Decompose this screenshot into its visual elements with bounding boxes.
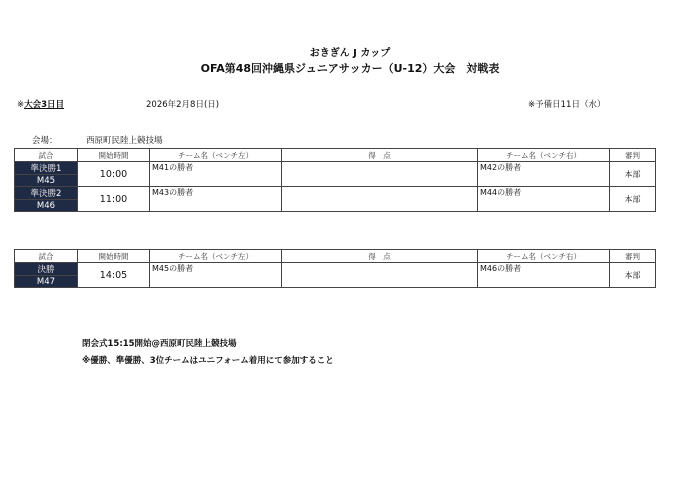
reserve-day: ※予備日11日（水） (528, 100, 606, 110)
table-row (15, 263, 656, 276)
header-referee: 審判 (610, 149, 656, 162)
header-team-left: チーム名（ベンチ左） (150, 149, 282, 162)
match-time: 10:00 (78, 162, 150, 187)
referee-cell: 本部 (610, 187, 656, 212)
header-referee: 審判 (610, 250, 656, 263)
semifinal-table (14, 148, 656, 212)
score-cell (282, 162, 478, 187)
team-right: M44の勝者 (478, 187, 610, 212)
day-prefix: ※ (17, 100, 25, 110)
team-right: M42の勝者 (478, 162, 610, 187)
header-start-time: 開始時間 (78, 149, 150, 162)
cup-title: おきぎん J カップ (309, 48, 391, 59)
venue-label: 会場： (32, 136, 58, 146)
closing-ceremony-note: 閉会式15:15開始@西原町民陸上競技場 (82, 339, 237, 349)
header-match: 試合 (15, 250, 78, 263)
match-code: M45 (15, 175, 78, 187)
final-table (14, 249, 656, 288)
match-time: 11:00 (78, 187, 150, 212)
header-score: 得 点 (282, 149, 478, 162)
header-match: 試合 (15, 149, 78, 162)
match-round: 決勝 (15, 263, 78, 276)
match-time: 14:05 (78, 263, 150, 288)
table-header-row (15, 149, 656, 162)
header-team-left: チーム名（ベンチ左） (150, 250, 282, 263)
day-label (17, 98, 64, 110)
team-right: M46の勝者 (478, 263, 610, 288)
header-team-right: チーム名（ベンチ右） (478, 149, 610, 162)
team-left: M41の勝者 (150, 162, 282, 187)
tournament-title: OFA第48回沖縄県ジュニアサッカー（U-12）大会 対戦表 (200, 62, 500, 75)
header-team-right: チーム名（ベンチ右） (478, 250, 610, 263)
score-cell (282, 187, 478, 212)
match-round: 準決勝1 (15, 162, 78, 175)
header-score: 得 点 (282, 250, 478, 263)
match-round: 準決勝2 (15, 187, 78, 200)
team-left: M45の勝者 (150, 263, 282, 288)
table-row (15, 162, 656, 175)
table-header-row (15, 250, 656, 263)
day-text: 大会3日目 (24, 100, 65, 110)
referee-cell: 本部 (610, 162, 656, 187)
table-row (15, 187, 656, 200)
venue-name: 西原町民陸上競技場 (86, 136, 163, 146)
uniform-note: ※優勝、準優勝、3位チームはユニフォーム着用にて参加すること (82, 356, 334, 366)
match-code: M47 (15, 276, 78, 288)
header-start-time: 開始時間 (78, 250, 150, 263)
team-left: M43の勝者 (150, 187, 282, 212)
score-cell (282, 263, 478, 288)
match-code: M46 (15, 200, 78, 212)
referee-cell: 本部 (610, 263, 656, 288)
match-date: 2026年2月8日(日) (146, 100, 220, 110)
